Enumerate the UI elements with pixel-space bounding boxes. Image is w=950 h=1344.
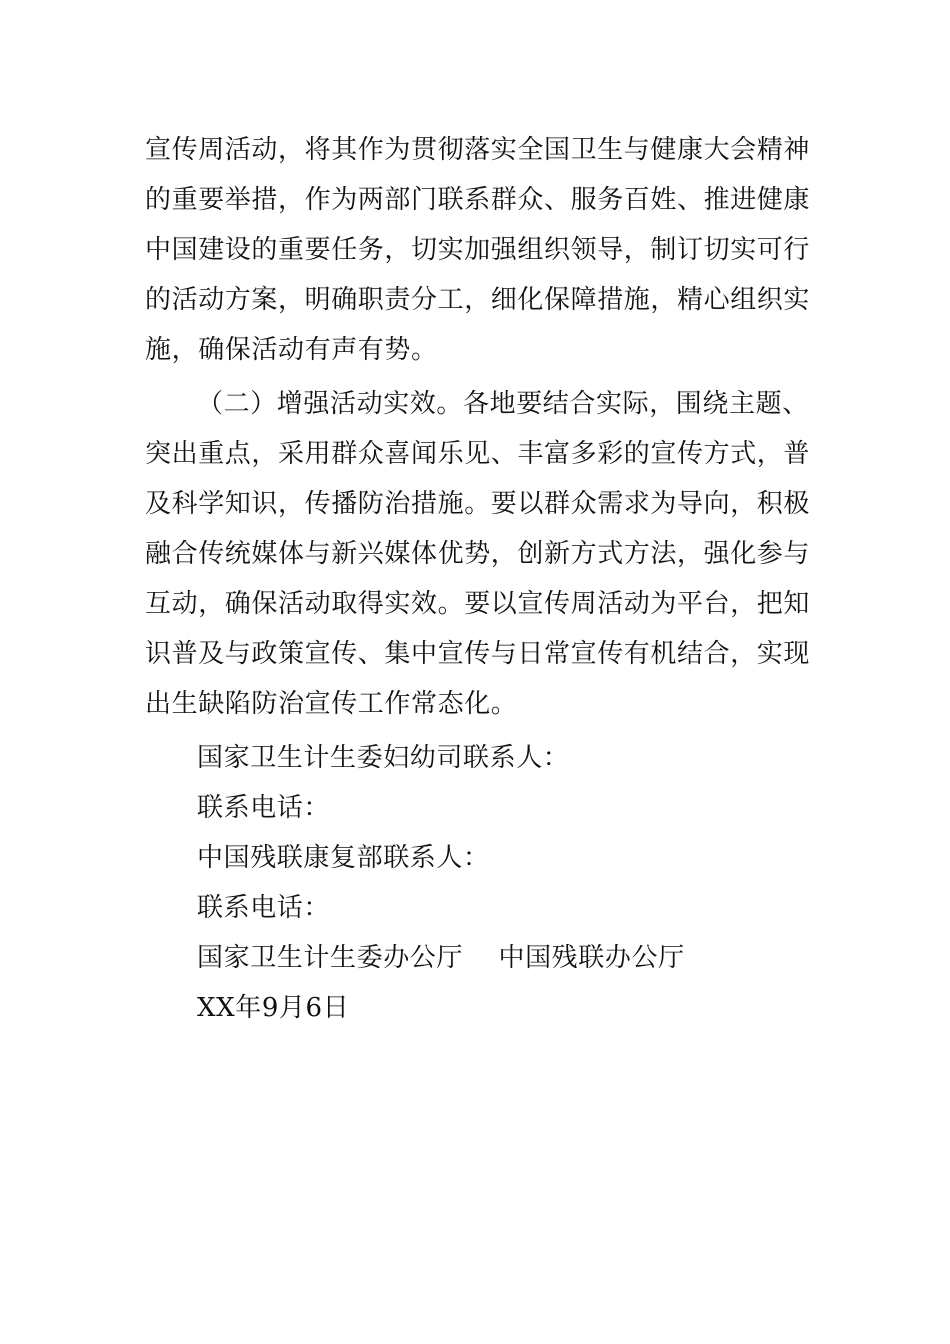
paragraph-line: 融合传统媒体与新兴媒体优势，创新方式方法，强化参与	[145, 539, 811, 569]
issue-date: XX年9月6日	[197, 993, 350, 1023]
paragraph-1	[145, 125, 811, 375]
document-body	[145, 125, 811, 1033]
paragraph-line: 的活动方案，明确职责分工，细化保障措施，精心组织实	[145, 285, 811, 315]
paragraph-line: 中国建设的重要任务，切实加强组织领导，制订切实可行	[145, 235, 811, 265]
paragraph-2	[145, 379, 811, 729]
paragraph-line: 识普及与政策宣传、集中宣传与日常宣传有机结合，实现	[145, 639, 811, 669]
cdpf-contact-label: 中国残联康复部联系人：	[197, 843, 490, 873]
paragraph-line: 及科学知识，传播防治措施。要以群众需求为导向，积极	[145, 489, 811, 519]
issuing-offices: 国家卫生计生委办公厅 中国残联办公厅	[197, 943, 685, 973]
nhfpc-contact-label: 国家卫生计生委妇幼司联系人：	[197, 743, 570, 773]
cdpf-phone-label: 联系电话：	[197, 893, 331, 923]
paragraph-line: 出生缺陷防治宣传工作常态化。	[145, 689, 518, 719]
nhfpc-phone-label: 联系电话：	[197, 793, 331, 823]
paragraph-line: （二）增强活动实效。各地要结合实际，围绕主题、	[197, 389, 809, 419]
paragraph-line: 的重要举措，作为两部门联系群众、服务百姓、推进健康	[145, 185, 811, 215]
paragraph-line: 宣传周活动，将其作为贯彻落实全国卫生与健康大会精神	[145, 135, 811, 165]
contact-block	[145, 733, 807, 1033]
paragraph-line: 突出重点，采用群众喜闻乐见、丰富多彩的宣传方式，普	[145, 439, 811, 469]
paragraph-line: 施，确保活动有声有势。	[145, 335, 438, 365]
paragraph-line: 互动，确保活动取得实效。要以宣传周活动为平台，把知	[145, 589, 811, 619]
